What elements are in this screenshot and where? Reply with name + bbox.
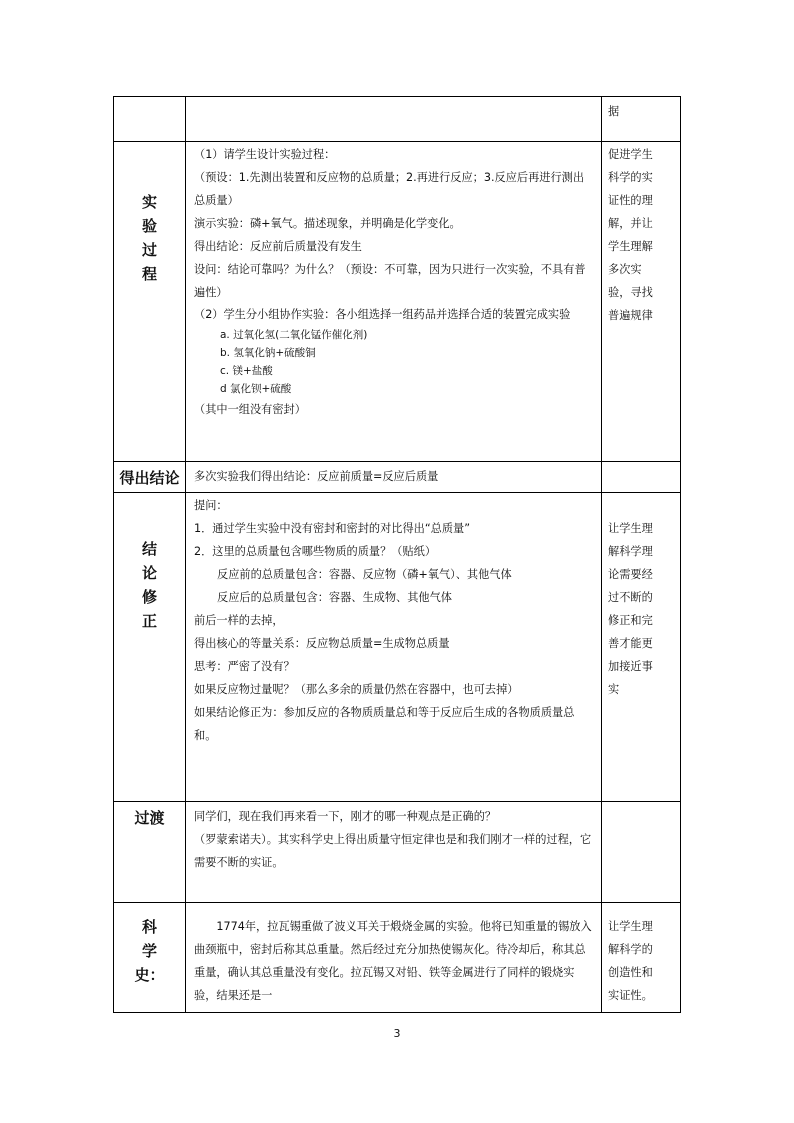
content-line: （1）请学生设计实验过程： [194,148,336,161]
section-label: 结 [141,540,157,558]
note-cell [602,802,681,903]
content-line: 得出核心的等量关系：反应物总质量=生成物总质量 [194,637,450,650]
note-text: 学生理解 [608,240,653,253]
content-line: 设问：结论可靠吗？为什么？（预设：不可靠，因为只进行一次实验，不具有普遍性） [194,263,586,299]
table-row [114,802,681,903]
content-line: （2）学生分小组协作实验：各小组选择一组药品并选择合适的装置完成实验 [194,308,571,321]
content-line: 提问： [194,499,228,512]
content-line: 多次实验我们得出结论：反应前质量=反应后质量 [194,470,439,483]
content-line: 如果结论修正为：参加反应的各物质质量总和等于反应后生成的各物质质量总和。 [194,706,575,742]
note-cell [602,462,681,493]
table-row [114,903,681,1013]
note-cell [602,142,681,462]
section-label: 得出结论 [119,469,180,487]
section-label: 论 [141,564,157,582]
content-line: 1．通过学生实验中没有密封和密封的对比得出“总质量” [194,522,471,535]
label-cell [114,802,186,903]
content-line: （其中一组没有密封） [194,403,306,416]
note-text: 据 [608,105,620,118]
note-cell [602,903,681,1013]
note-text: 论需要经 [608,568,653,581]
note-text: 解科学理 [608,545,653,558]
content-line: 反应前的总质量包含：容器、反应物（磷+氧气）、其他气体 [217,568,512,581]
section-label: 程 [141,265,157,283]
content-line: 同学们，现在我们再来看一下，刚才的哪一种观点是正确的？ [194,810,497,823]
note-text: 过不断的 [608,591,653,604]
section-label: 验 [141,217,157,235]
label-cell [114,903,186,1013]
note-text: 证性的理 [608,194,653,207]
content-cell [186,142,602,462]
note-text: 多次实 [608,263,642,276]
section-label: 史： [134,966,165,984]
lesson-plan-table [113,96,681,1013]
note-text: 实 [608,683,620,696]
option-item: b. 氢氧化钠+硫酸铜 [220,347,316,359]
note-text: 验，寻找 [608,286,653,299]
content-line: （罗蒙索诺夫）。其实科学史上得出质量守恒定律也是和我们刚才一样的过程，它需要不断的实证。 [194,833,592,869]
content-line: 思考：严密了没有？ [194,660,295,673]
note-text: 普遍规律 [608,309,653,322]
label-cell [114,142,186,462]
content-cell [186,903,602,1013]
option-item: a. 过氧化氢(二氧化锰作催化剂) [220,329,368,341]
note-text: 创造性和 [608,966,653,979]
label-cell [114,97,186,142]
label-cell [114,462,186,493]
section-label: 过 [141,241,157,259]
note-cell [602,97,681,142]
note-text: 促进学生 [608,148,653,161]
content-line: 1774年，拉瓦锡重做了波义耳关于煅烧金属的实验。他将已知重量的锡放入曲颈瓶中，密封后称其总重量。然后经过充分加热使锡灰化。待冷却后，称其总重量，确认其总重量没有变化。拉瓦锡又对铅、铁等金属进行了同样的锻烧实验，结果还是一 [194,920,592,1002]
table-row [114,493,681,802]
section-label: 学 [141,942,157,960]
option-item: c. 镁+盐酸 [220,365,273,377]
table-row [114,97,681,142]
note-text: 修正和完 [608,614,653,627]
section-label: 正 [141,612,157,630]
content-line: 如果反应物过量呢？（那么多余的质量仍然在容器中，也可去掉） [194,683,519,696]
table-row [114,462,681,493]
content-cell [186,493,602,802]
content-cell [186,802,602,903]
note-text: 让学生理 [608,920,653,933]
content-line: 2．这里的总质量包含哪些物质的质量？（贴纸） [194,545,437,558]
option-item: d 氯化钡+硫酸 [220,383,292,395]
content-line: 反应后的总质量包含：容器、生成物、其他气体 [217,591,452,604]
content-line: （预设：1.先测出装置和反应物的总质量；2.再进行反应；3.反应后再进行测出总质量） [194,171,585,207]
note-text: 解科学的 [608,943,653,956]
content-line: 前后一样的去掉， [194,614,284,627]
content-cell [186,462,602,493]
content-line: 得出结论：反应前后质量没有发生 [194,240,362,253]
content-line: 演示实验：磷+氧气。描述现象，并明确是化学变化。 [194,217,461,230]
content-cell [186,97,602,142]
label-cell [114,493,186,802]
note-text: 加接近事 [608,660,653,673]
note-text: 解，并让 [608,217,653,230]
note-text: 科学的实 [608,171,653,184]
note-text: 让学生理 [608,522,653,535]
section-label: 过渡 [134,809,165,827]
note-cell [602,493,681,802]
section-label: 修 [141,588,157,606]
page-number: 3 [393,1027,401,1040]
note-text: 善才能更 [608,637,653,650]
table-row [114,142,681,462]
note-text: 实证性。 [608,989,653,1002]
section-label: 科 [141,918,157,936]
section-label: 实 [141,193,157,211]
